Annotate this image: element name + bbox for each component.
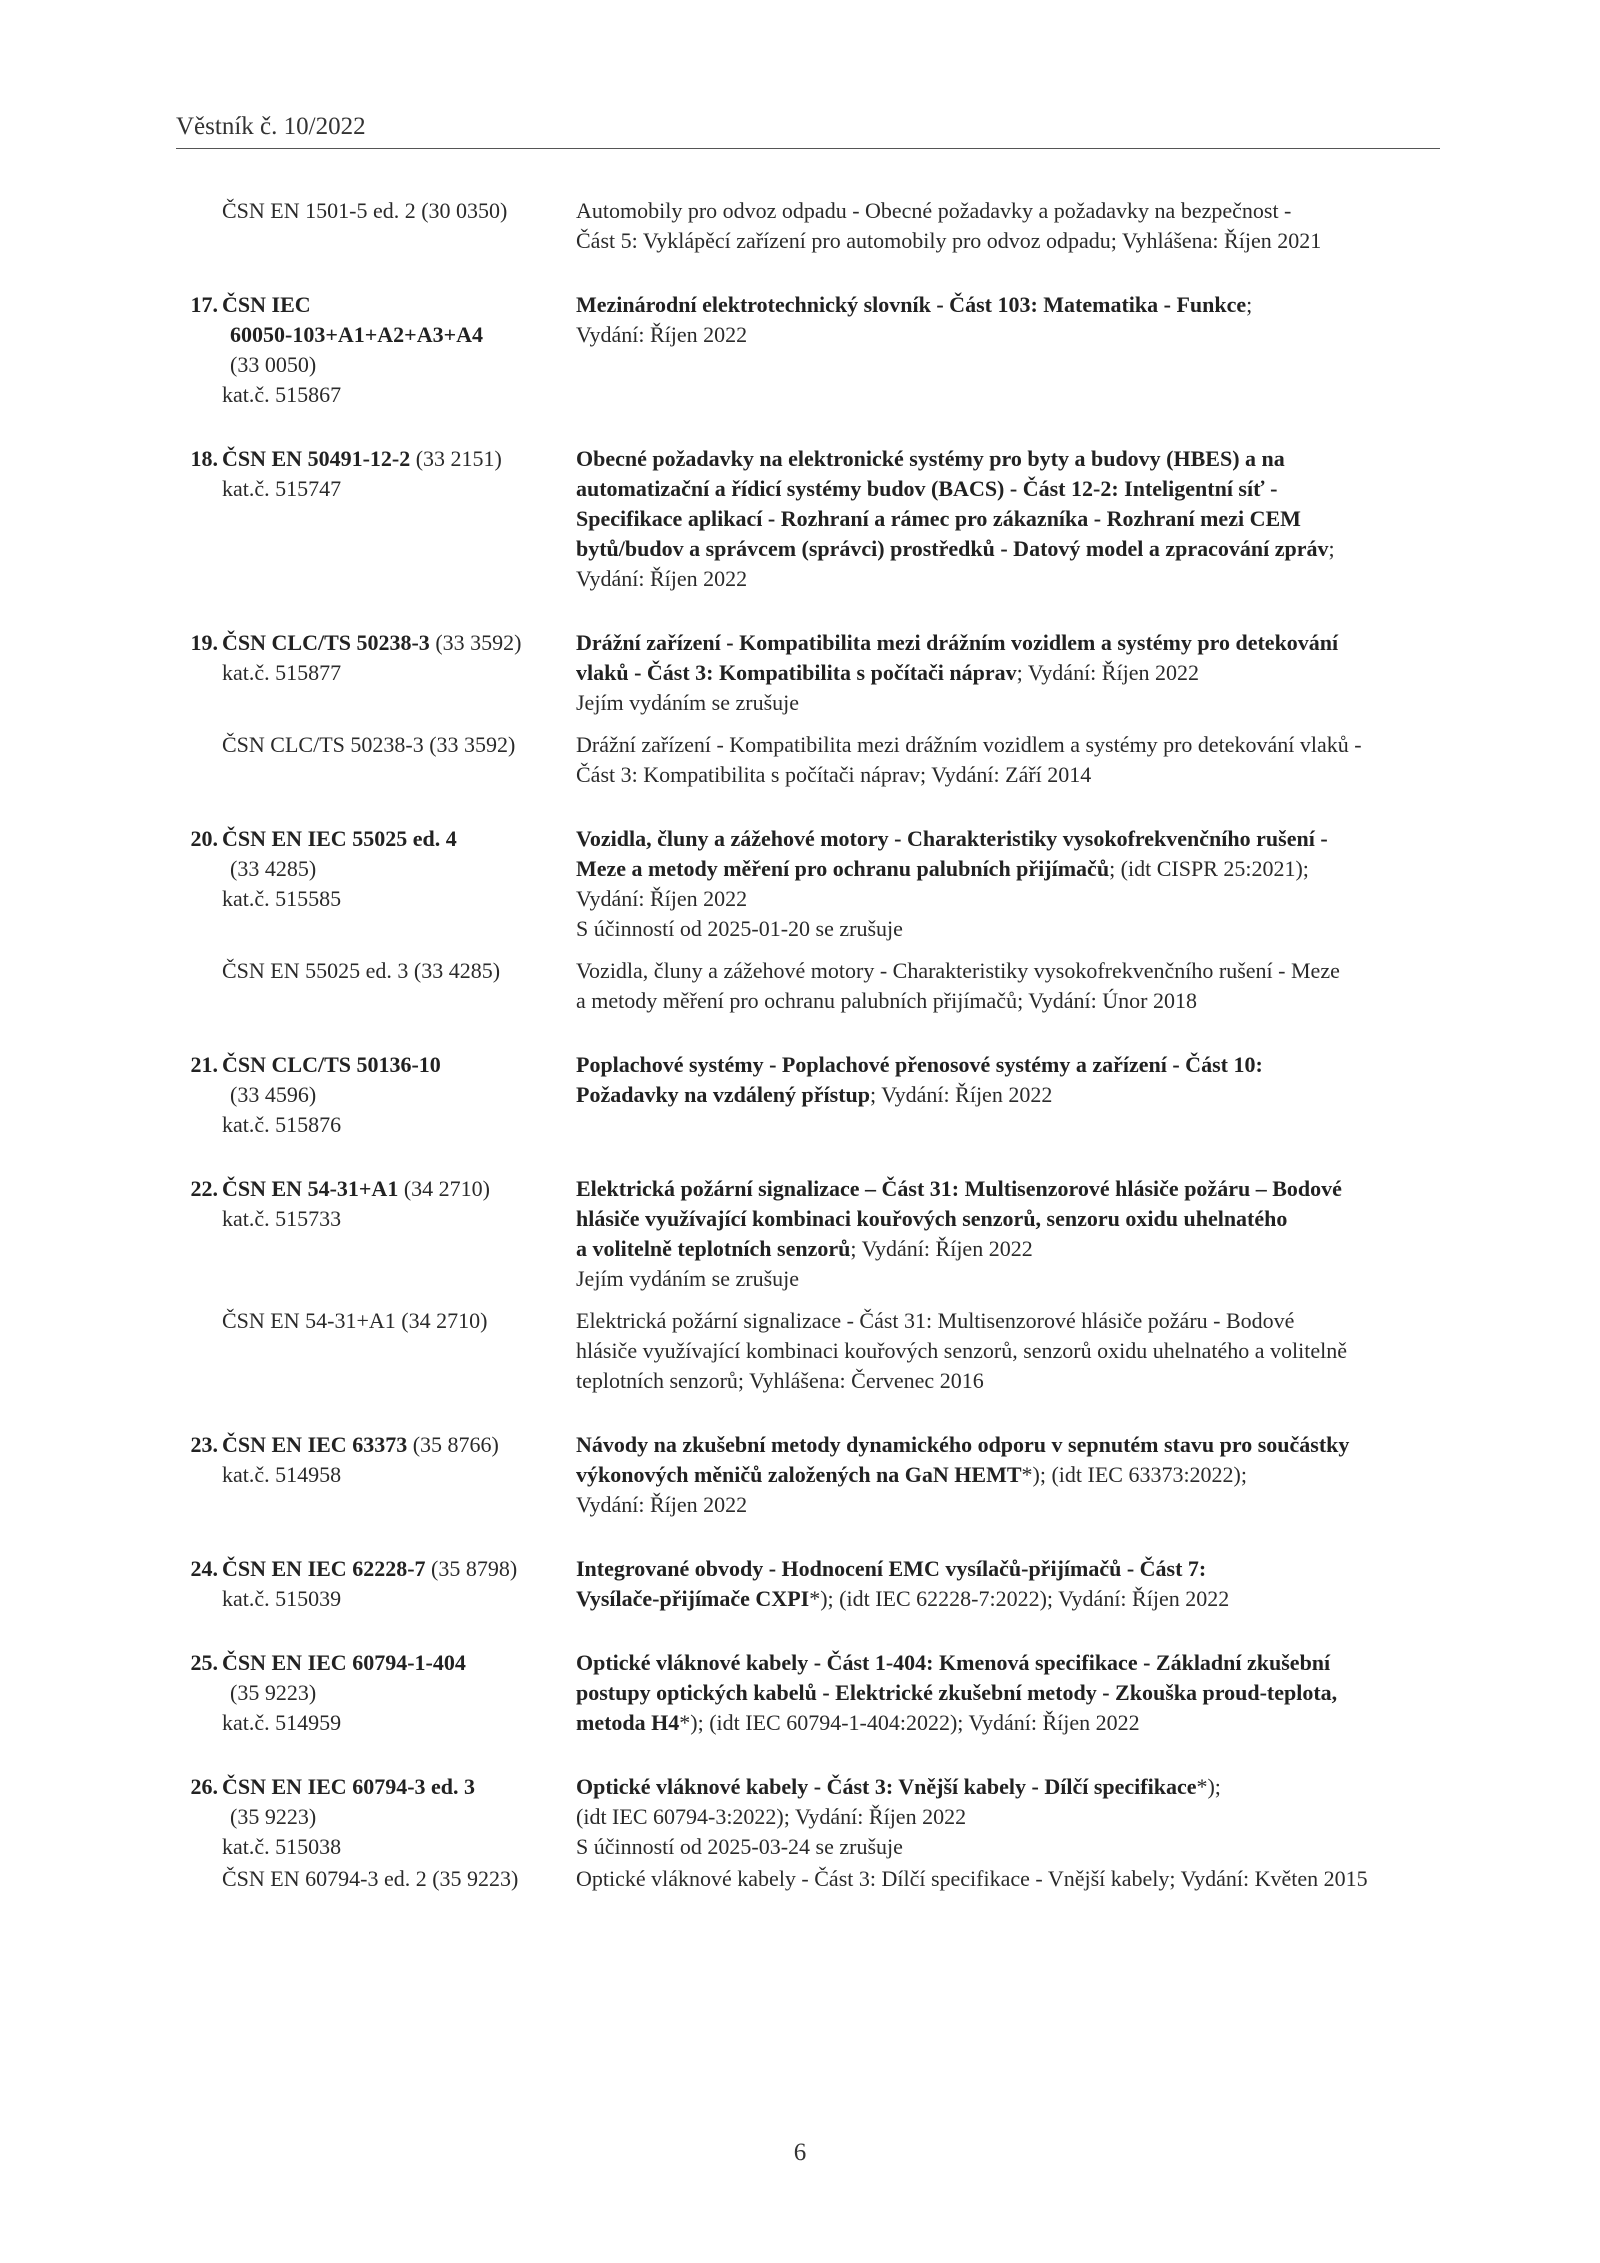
class-code: (33 4596)	[230, 1082, 317, 1107]
catalog-number: kat.č. 515585	[222, 886, 342, 911]
catalog-number: kat.č. 515039	[222, 1586, 342, 1611]
class-code: (35 9223)	[230, 1804, 317, 1829]
catalog-number: kat.č. 515876	[222, 1112, 342, 1137]
standard-entry-26	[176, 1772, 1448, 1894]
entry-number: 17.	[190, 292, 218, 317]
entry-number: 20.	[190, 826, 218, 851]
page-header	[176, 112, 1440, 149]
standard-code: 19. ČSN CLC/TS 50238-3 (33 3592) kat.č. 515877	[176, 628, 576, 688]
standard-entry-21	[176, 1050, 1448, 1140]
entry-number: 23.	[190, 1432, 218, 1457]
standard-code: 24. ČSN EN IEC 62228-7 (35 8798) kat.č. 515039	[176, 1554, 576, 1614]
replaced-standard-title: Optické vláknové kabely - Část 3: Dílčí specifikace - Vnější kabely; Vydání: Květen 2015	[576, 1866, 1368, 1891]
standard-entry-22	[176, 1174, 1448, 1396]
replaced-standard-row	[176, 730, 1448, 790]
page-number: 6	[793, 2139, 807, 2166]
replaced-standard-code: ČSN EN 55025 ed. 3 (33 4285)	[222, 958, 501, 983]
standard-code: 17. ČSN IEC 60050-103+A1+A2+A3+A4 (33 0050) kat.č. 515867	[176, 290, 576, 410]
standard-entry	[176, 196, 1448, 256]
catalog-number: kat.č. 515038	[222, 1834, 342, 1859]
entry-number: 22.	[190, 1176, 218, 1201]
standard-title: Obecné požadavky na elektronické systémy pro byty a budovy (HBES) a na automatizační a řídicí systémy budov (BACS) - Část 12-2: Inteligentní síť - Specifikace aplikací - Rozhraní a rámec pro zákazníka - Rozhraní mezi CEM bytů/budov a správcem (správci) prostředků - Datový model a zpracování zpráv; Vydání: Říjen 2022	[576, 446, 1335, 591]
standard-entry-24	[176, 1554, 1448, 1614]
standard-code: 23. ČSN EN IEC 63373 (35 8766) kat.č. 514958	[176, 1430, 576, 1490]
standards-list	[176, 196, 1448, 1928]
catalog-number: kat.č. 514958	[222, 1462, 342, 1487]
catalog-number: kat.č. 514959	[222, 1710, 342, 1735]
standard-entry-17	[176, 290, 1448, 410]
entry-number: 18.	[190, 446, 218, 471]
standard-title: Mezinárodní elektrotechnický slovník - Část 103: Matematika - Funkce; Vydání: Říjen 2022	[576, 292, 1253, 347]
standard-code: 25. ČSN EN IEC 60794-1-404 (35 9223) kat.č. 514959	[176, 1648, 576, 1738]
standard-code: ČSN EN 1501-5 ed. 2 (30 0350)	[222, 198, 508, 223]
standard-title: Vozidla, čluny a zážehové motory - Charakteristiky vysokofrekvenčního rušení - Meze a metody měření pro ochranu palubních přijímačů; (idt CISPR 25:2021); Vydání: Říjen 2022 S účinností od 2025-01-20 se zrušuje	[576, 826, 1328, 941]
entry-number: 24.	[190, 1556, 218, 1581]
standard-entry-18	[176, 444, 1448, 594]
class-code: (33 4285)	[230, 856, 317, 881]
standard-title: Automobily pro odvoz odpadu - Obecné požadavky a požadavky na bezpečnost - Část 5: Vyklápěcí zařízení pro automobily pro odvoz odpadu; Vyhlášena: Říjen 2021	[576, 198, 1322, 253]
replaced-standard-title: Vozidla, čluny a zážehové motory - Charakteristiky vysokofrekvenčního rušení - Meze a metody měření pro ochranu palubních přijímačů; Vydání: Únor 2018	[576, 958, 1340, 1013]
entry-number: 25.	[190, 1650, 218, 1675]
standard-entry-23	[176, 1430, 1448, 1520]
standard-code: 20. ČSN EN IEC 55025 ed. 4 (33 4285) kat.č. 515585	[176, 824, 576, 914]
standard-code: 26. ČSN EN IEC 60794-3 ed. 3 (35 9223) kat.č. 515038	[176, 1772, 576, 1862]
replaced-standard-code: ČSN CLC/TS 50238-3 (33 3592)	[222, 732, 516, 757]
standard-code: 21. ČSN CLC/TS 50136-10 (33 4596) kat.č. 515876	[176, 1050, 576, 1140]
journal-title: Věstník č. 10/2022	[176, 113, 366, 140]
catalog-number: kat.č. 515747	[222, 476, 342, 501]
standard-entry-20	[176, 824, 1448, 1016]
class-code: (33 0050)	[230, 352, 317, 377]
replaced-standard-row	[176, 956, 1448, 1016]
standard-title: Drážní zařízení - Kompatibilita mezi drážním vozidlem a systémy pro detekování vlaků - Část 3: Kompatibilita s počítači náprav; Vydání: Říjen 2022 Jejím vydáním se zrušuje	[576, 630, 1339, 715]
replaced-standard-code: ČSN EN 54-31+A1 (34 2710)	[222, 1308, 488, 1333]
standard-title: Návody na zkušební metody dynamického odporu v sepnutém stavu pro součástky výkonových měničů založených na GaN HEMT*); (idt IEC 63373:2022); Vydání: Říjen 2022	[576, 1432, 1350, 1517]
entry-number: 19.	[190, 630, 218, 655]
standard-title: Integrované obvody - Hodnocení EMC vysílačů-přijímačů - Část 7: Vysílače-přijímače CXPI*); (idt IEC 62228-7:2022); Vydání: Říjen 2022	[576, 1556, 1230, 1611]
replaced-standard-title: Drážní zařízení - Kompatibilita mezi drážním vozidlem a systémy pro detekování vlaků - Část 3: Kompatibilita s počítači náprav; Vydání: Září 2014	[576, 732, 1362, 787]
standard-entry-25	[176, 1648, 1448, 1738]
class-code: (35 9223)	[230, 1680, 317, 1705]
replaced-standard-row	[176, 1306, 1448, 1396]
standard-code: 18. ČSN EN 50491-12-2 (33 2151) kat.č. 515747	[176, 444, 576, 504]
entry-number: 26.	[190, 1774, 218, 1799]
standard-title: Elektrická požární signalizace – Část 31: Multisenzorové hlásiče požáru – Bodové hlásiče využívající kombinaci kouřových senzorů, senzoru oxidu uhelnatého a volitelně teplotních senzorů; Vydání: Říjen 2022 Jejím vydáním se zrušuje	[576, 1176, 1342, 1291]
catalog-number: kat.č. 515867	[222, 382, 342, 407]
entry-number: 21.	[190, 1052, 218, 1077]
standard-code: 22. ČSN EN 54-31+A1 (34 2710) kat.č. 515733	[176, 1174, 576, 1234]
standard-title: Poplachové systémy - Poplachové přenosové systémy a zařízení - Část 10: Požadavky na vzdálený přístup; Vydání: Říjen 2022	[576, 1052, 1263, 1107]
standard-entry-19	[176, 628, 1448, 790]
catalog-number: kat.č. 515733	[222, 1206, 342, 1231]
replaced-standard-row	[176, 196, 1448, 256]
standard-title: Optické vláknové kabely - Část 1-404: Kmenová specifikace - Základní zkušební postupy optických kabelů - Elektrické zkušební metody - Zkouška proud-teplota, metoda H4*); (idt IEC 60794-1-404:2022); Vydání: Říjen 2022	[576, 1650, 1338, 1735]
replaced-standard-title: Elektrická požární signalizace - Část 31: Multisenzorové hlásiče požáru - Bodové hlásiče využívající kombinaci kouřových senzorů, senzorů oxidu uhelnatého a volitelně teplotních senzorů; Vyhlášena: Červenec 2016	[576, 1308, 1347, 1393]
replaced-standard-row	[176, 1864, 1448, 1894]
standard-title: Optické vláknové kabely - Část 3: Vnější kabely - Dílčí specifikace*); (idt IEC 60794-3:2022); Vydání: Říjen 2022 S účinností od 2025-03-24 se zrušuje	[576, 1774, 1221, 1859]
replaced-standard-code: ČSN EN 60794-3 ed. 2 (35 9223)	[222, 1866, 519, 1891]
catalog-number: kat.č. 515877	[222, 660, 342, 685]
